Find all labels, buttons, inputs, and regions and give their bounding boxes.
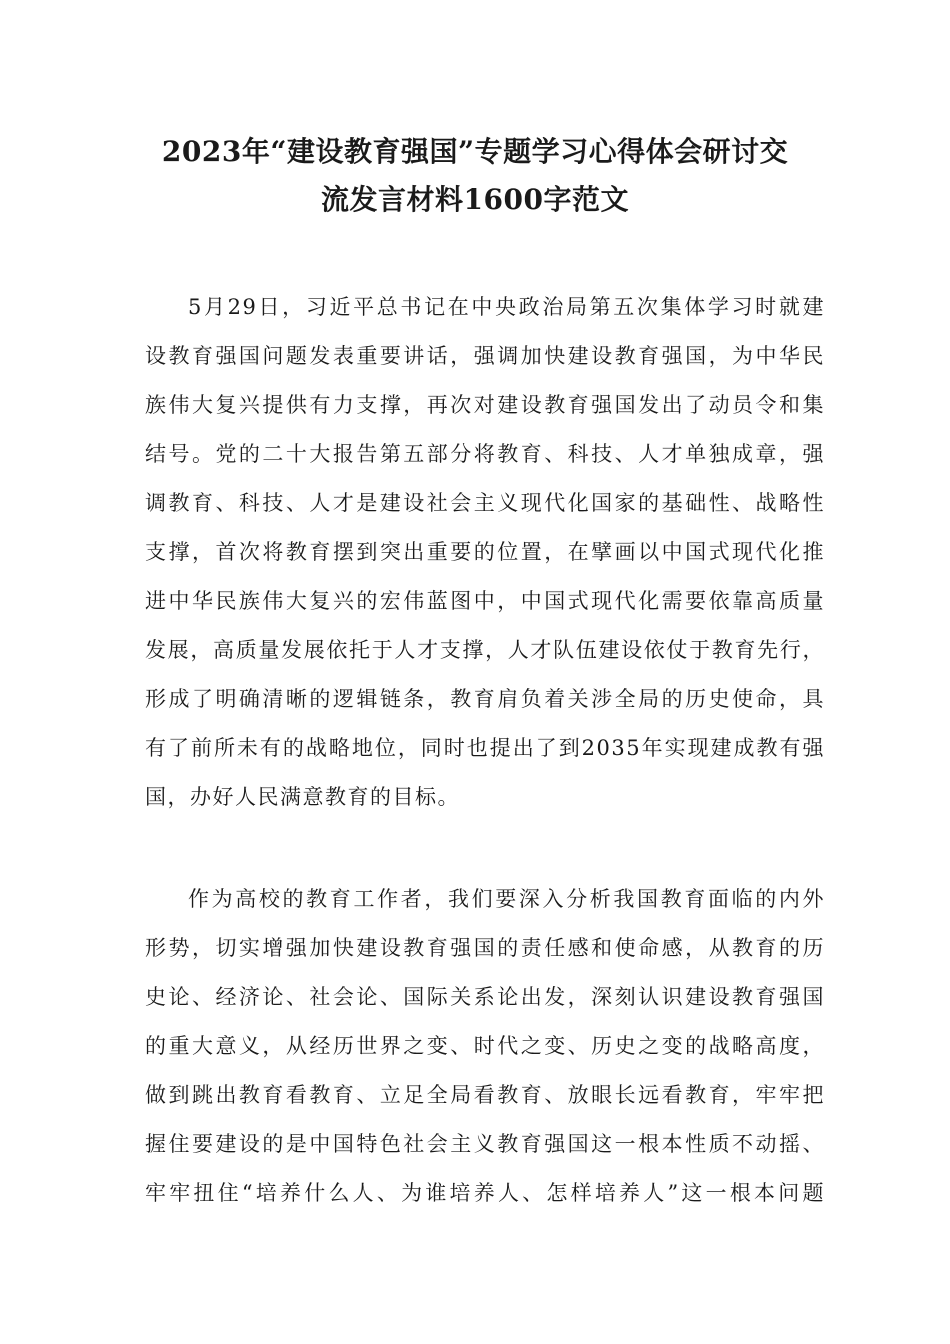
title-line: 2023年“建设教育强国”专题学习心得体会研讨交: [161, 135, 789, 168]
paragraph-line: 结号。党的二十大报告第五部分将教育、科技、人才单独成章，强: [145, 442, 825, 466]
paragraph-line: 进中华民族伟大复兴的宏伟蓝图中，中国式现代化需要依靠高质量: [145, 589, 825, 613]
paragraph-line: 牢牢扭住“培养什么人、为谁培养人、怎样培养人”这一根本问题: [145, 1181, 825, 1205]
paragraph-line: 5月29日，习近平总书记在中央政治局第五次集体学习时就建: [188, 295, 825, 319]
paragraph-line: 国，办好人民满意教育的目标。: [145, 785, 460, 809]
paragraph-line: 握住要建设的是中国特色社会主义教育强国这一根本性质不动摇、: [145, 1132, 825, 1156]
paragraph-line: 发展，高质量发展依托于人才支撑，人才队伍建设依仗于教育先行，: [145, 638, 825, 662]
paragraph-line: 史论、经济论、社会论、国际关系论出发，深刻认识建设教育强国: [145, 985, 825, 1009]
paragraph-line: 形势，切实增强加快建设教育强国的责任感和使命感，从教育的历: [145, 936, 825, 960]
paragraph-line: 的重大意义，从经历世界之变、时代之变、历史之变的战略高度，: [145, 1034, 825, 1058]
paragraph-line: 族伟大复兴提供有力支撑，再次对建设教育强国发出了动员令和集: [145, 393, 825, 417]
document-title: [120, 128, 830, 224]
title-line: 流发言材料1600字范文: [321, 183, 629, 216]
body-paragraph: [145, 283, 825, 822]
paragraph-line: 调教育、科技、人才是建设社会主义现代化国家的基础性、战略性: [145, 491, 825, 515]
paragraph-line: 形成了明确清晰的逻辑链条，教育肩负着关涉全局的历史使命，具: [145, 687, 825, 711]
body-paragraph: [145, 875, 825, 1218]
paragraph-line: 支撑，首次将教育摆到突出重要的位置，在擘画以中国式现代化推: [145, 540, 825, 564]
paragraph-line: 有了前所未有的战略地位，同时也提出了到2035年实现建成教有强: [145, 736, 825, 760]
paragraph-line: 做到跳出教育看教育、立足全局看教育、放眼长远看教育，牢牢把: [145, 1083, 825, 1107]
paragraph-line: 设教育强国问题发表重要讲话，强调加快建设教育强国，为中华民: [145, 344, 825, 368]
paragraph-line: 作为高校的教育工作者，我们要深入分析我国教育面临的内外: [188, 887, 825, 911]
